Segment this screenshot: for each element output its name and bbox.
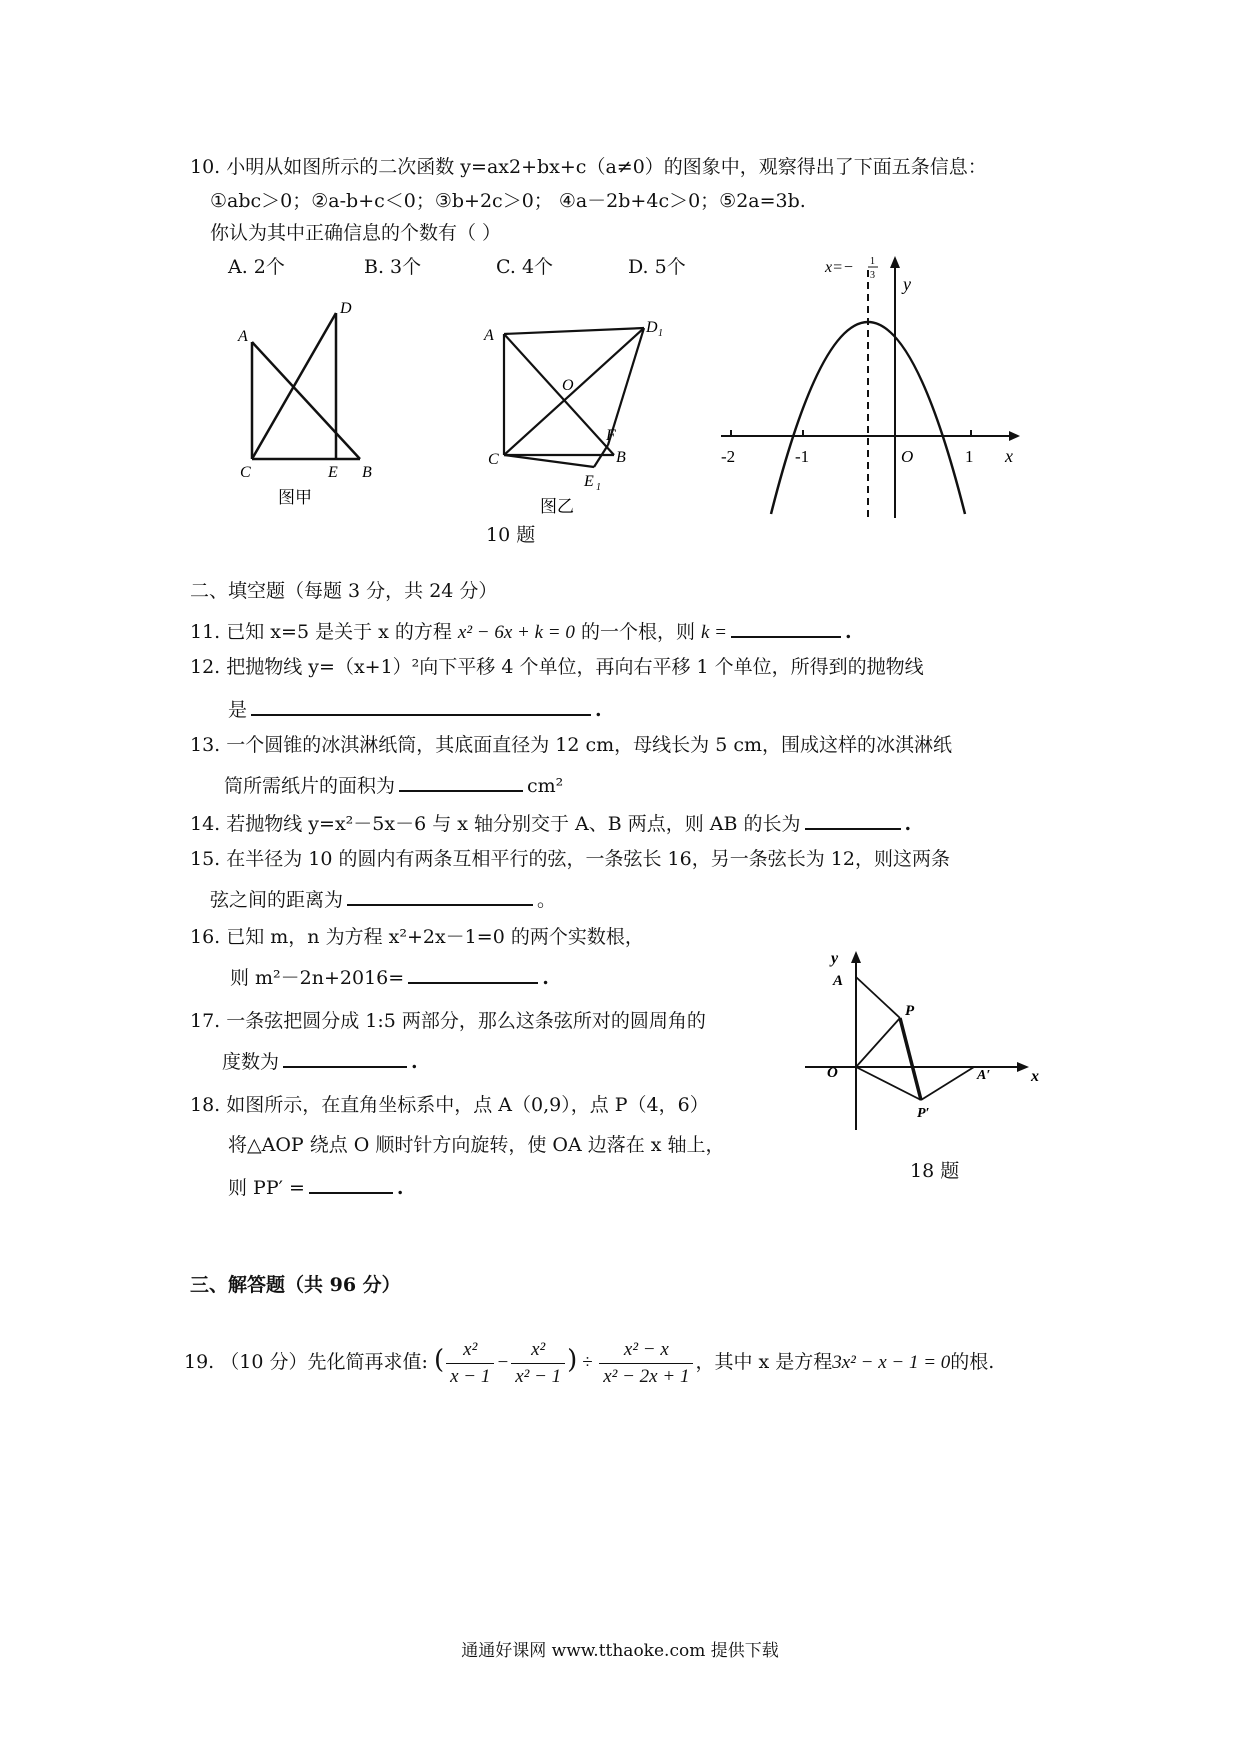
q14-end: . [904, 813, 912, 835]
q10-option-d: D. 5个 [628, 256, 686, 278]
q19-end: 的根. [950, 1351, 995, 1373]
q10-line3: 你认为其中正确信息的个数有（ ） [210, 222, 502, 244]
q19: 19. （10 分）先化简再求值: ( $\frac{\text{x²}}{x - 1}$ − $\frac{\text{x²}}{\text{x² − 1}}$ ) ÷ $\frac{\text{x² − x}}{\text{x² − 2x + 1}}$ ，其中 x 是方程3x² − x − 1 = 0的根. [184, 1330, 994, 1393]
tick-neg1: -1 [795, 447, 810, 466]
q16-line1: 16. 已知 m，n 为方程 x²+2x－1=0 的两个实数根， [190, 926, 644, 948]
figA-label-e: E [328, 464, 338, 481]
q18-answer-blank[interactable] [309, 1172, 393, 1194]
q14-text: 14. 若抛物线 y=x²－5x－6 与 x 轴分别交于 A、B 两点，则 AB 的长为 [190, 813, 801, 835]
q17-line2 [222, 1046, 418, 1075]
q12-line2-text: 是 [228, 699, 248, 721]
q15-answer-blank[interactable] [347, 884, 533, 906]
q11-var: k = [701, 622, 728, 643]
figA-label-c: C [240, 464, 251, 481]
page-footer: 通通好课网 www.tthaoke.com 提供下载 [461, 1641, 779, 1661]
q10-line1: 10. 小明从如图所示的二次函数 y=ax2+bx+c（a≠0）的图象中，观察得出了下面五条信息： [190, 156, 987, 178]
fig18-label-a-prime: A′ [977, 1068, 991, 1083]
q10-caption: 10 题 [486, 524, 536, 546]
figB-label-d: D [646, 319, 658, 336]
fig18-label-p-prime: P′ [917, 1106, 930, 1121]
q19-post: ，其中 x 是方程 [695, 1351, 833, 1373]
q17-line2-text: 度数为 [222, 1051, 280, 1073]
q15-line2 [210, 884, 556, 913]
q17-answer-blank[interactable] [283, 1046, 407, 1068]
q18-line3-text: 则 PP′ = [228, 1177, 305, 1199]
q15-line1: 15. 在半径为 10 的圆内有两条互相平行的弦，一条弦长 16，另一条弦长为 12，则这两条 [190, 848, 950, 870]
q16-line2-text: 则 m²－2n+2016= [230, 967, 405, 989]
q18-caption: 18 题 [910, 1160, 960, 1182]
q19-pre: （10 分）先化简再求值: [220, 1351, 428, 1373]
q10-option-c: C. 4个 [496, 256, 554, 278]
axis-fraction-den: 3 [870, 270, 875, 281]
figB-label-e-sub: 1 [596, 482, 601, 493]
q13-line2 [224, 770, 563, 799]
q11-pre: 已知 x=5 是关于 x 的方程 [226, 621, 452, 643]
q19-fraction-2: $\frac{\text{x²}}{\text{x² − 1}}$ [511, 1337, 565, 1390]
q15-line2-text: 弦之间的距离为 [210, 889, 344, 911]
q11-equation: x² − 6x + k = 0 [457, 622, 575, 643]
q11-answer-blank[interactable] [731, 616, 841, 638]
q19-fraction-1: $\frac{\text{x²}}{x - 1}$ [446, 1337, 494, 1390]
axis-fraction-num: 1 [870, 256, 875, 267]
q15-end: 。 [537, 889, 557, 911]
q11-post: 的一个根，则 [580, 621, 695, 643]
q11 [190, 616, 852, 646]
figB-label-o: O [562, 377, 574, 394]
q16-end: . [542, 967, 549, 989]
q13-answer-blank[interactable] [399, 770, 523, 792]
fig18-label-x: x [1031, 1068, 1039, 1085]
figA-label-a: A [238, 328, 248, 345]
figB-label-e: E [584, 473, 594, 490]
axis-equation-label: x=− [825, 259, 854, 276]
q18-line3 [228, 1172, 404, 1201]
q12-line2 [228, 694, 602, 723]
q12-end: . [595, 699, 602, 721]
q19-fraction-3: $\frac{\text{x² − x}}{\text{x² − 2x + 1}}$ [599, 1337, 693, 1390]
section2-title: 二、填空题（每题 3 分，共 24 分） [190, 580, 498, 602]
figB-label-c: C [488, 451, 499, 468]
q12-line1: 12. 把抛物线 y=（x+1）²向下平移 4 个单位，再向右平移 1 个单位，所得到的抛物线 [190, 656, 924, 678]
tick-pos1: 1 [965, 447, 974, 466]
figB-caption: 图乙 [540, 497, 574, 516]
fig18-label-y: y [831, 950, 839, 967]
q13-unit: cm² [527, 775, 564, 797]
section3-title: 三、解答题（共 96 分） [190, 1274, 401, 1296]
figB-label-d-sub: 1 [658, 328, 663, 339]
q18-line1: 18. 如图所示，在直角坐标系中，点 A（0,9），点 P（4，6） [190, 1094, 709, 1116]
figure-yi [480, 312, 680, 522]
q17-line1: 17. 一条弦把圆分成 1:5 两部分，那么这条弦所对的圆周角的 [190, 1010, 706, 1032]
q11-end: . [845, 621, 852, 643]
figB-label-b: B [616, 449, 626, 466]
q14-answer-blank[interactable] [805, 808, 901, 830]
figB-label-f: F [606, 427, 616, 444]
q18-end: . [396, 1177, 404, 1199]
q10-option-a: A. 2个 [228, 256, 285, 278]
figA-label-b: B [362, 464, 372, 481]
q11-num: 11. [190, 621, 221, 643]
figA-caption: 图甲 [278, 488, 312, 507]
q16-line2 [230, 962, 549, 991]
figA-label-d: D [340, 300, 352, 317]
tick-neg2: -2 [721, 447, 736, 466]
q10-option-b: B. 3个 [364, 256, 422, 278]
q14 [190, 808, 911, 837]
parabola-graph [715, 248, 1025, 518]
tick-origin: O [901, 447, 914, 466]
q19-num: 19. [184, 1351, 215, 1373]
q16-answer-blank[interactable] [408, 962, 538, 984]
q17-end: . [411, 1051, 418, 1073]
figure-jia [230, 295, 390, 515]
x-axis-label: x [1005, 446, 1013, 466]
q18-line2: 将△AOP 绕点 O 顺时针方向旋转，使 OA 边落在 x 轴上， [228, 1134, 725, 1156]
fig18-label-a: A [833, 973, 844, 989]
q10-line2: ①abc＞0；②a-b+c＜0；③b+2c＞0； ④a－2b+4c＞0；⑤2a=3b. [210, 190, 806, 212]
q19-equation: 3x² − x − 1 = 0 [832, 1352, 951, 1373]
y-axis-label: y [903, 274, 911, 294]
figB-label-a: A [484, 327, 494, 344]
q12-answer-blank[interactable] [251, 694, 591, 716]
fig18-label-p: P [905, 1003, 915, 1019]
q13-line2-text: 筒所需纸片的面积为 [224, 775, 396, 797]
fig18-label-o: O [827, 1065, 838, 1081]
figure-18 [805, 945, 1050, 1135]
q13-line1: 13. 一个圆锥的冰淇淋纸筒，其底面直径为 12 cm，母线长为 5 cm，围成这样的冰淇淋纸 [190, 734, 952, 756]
